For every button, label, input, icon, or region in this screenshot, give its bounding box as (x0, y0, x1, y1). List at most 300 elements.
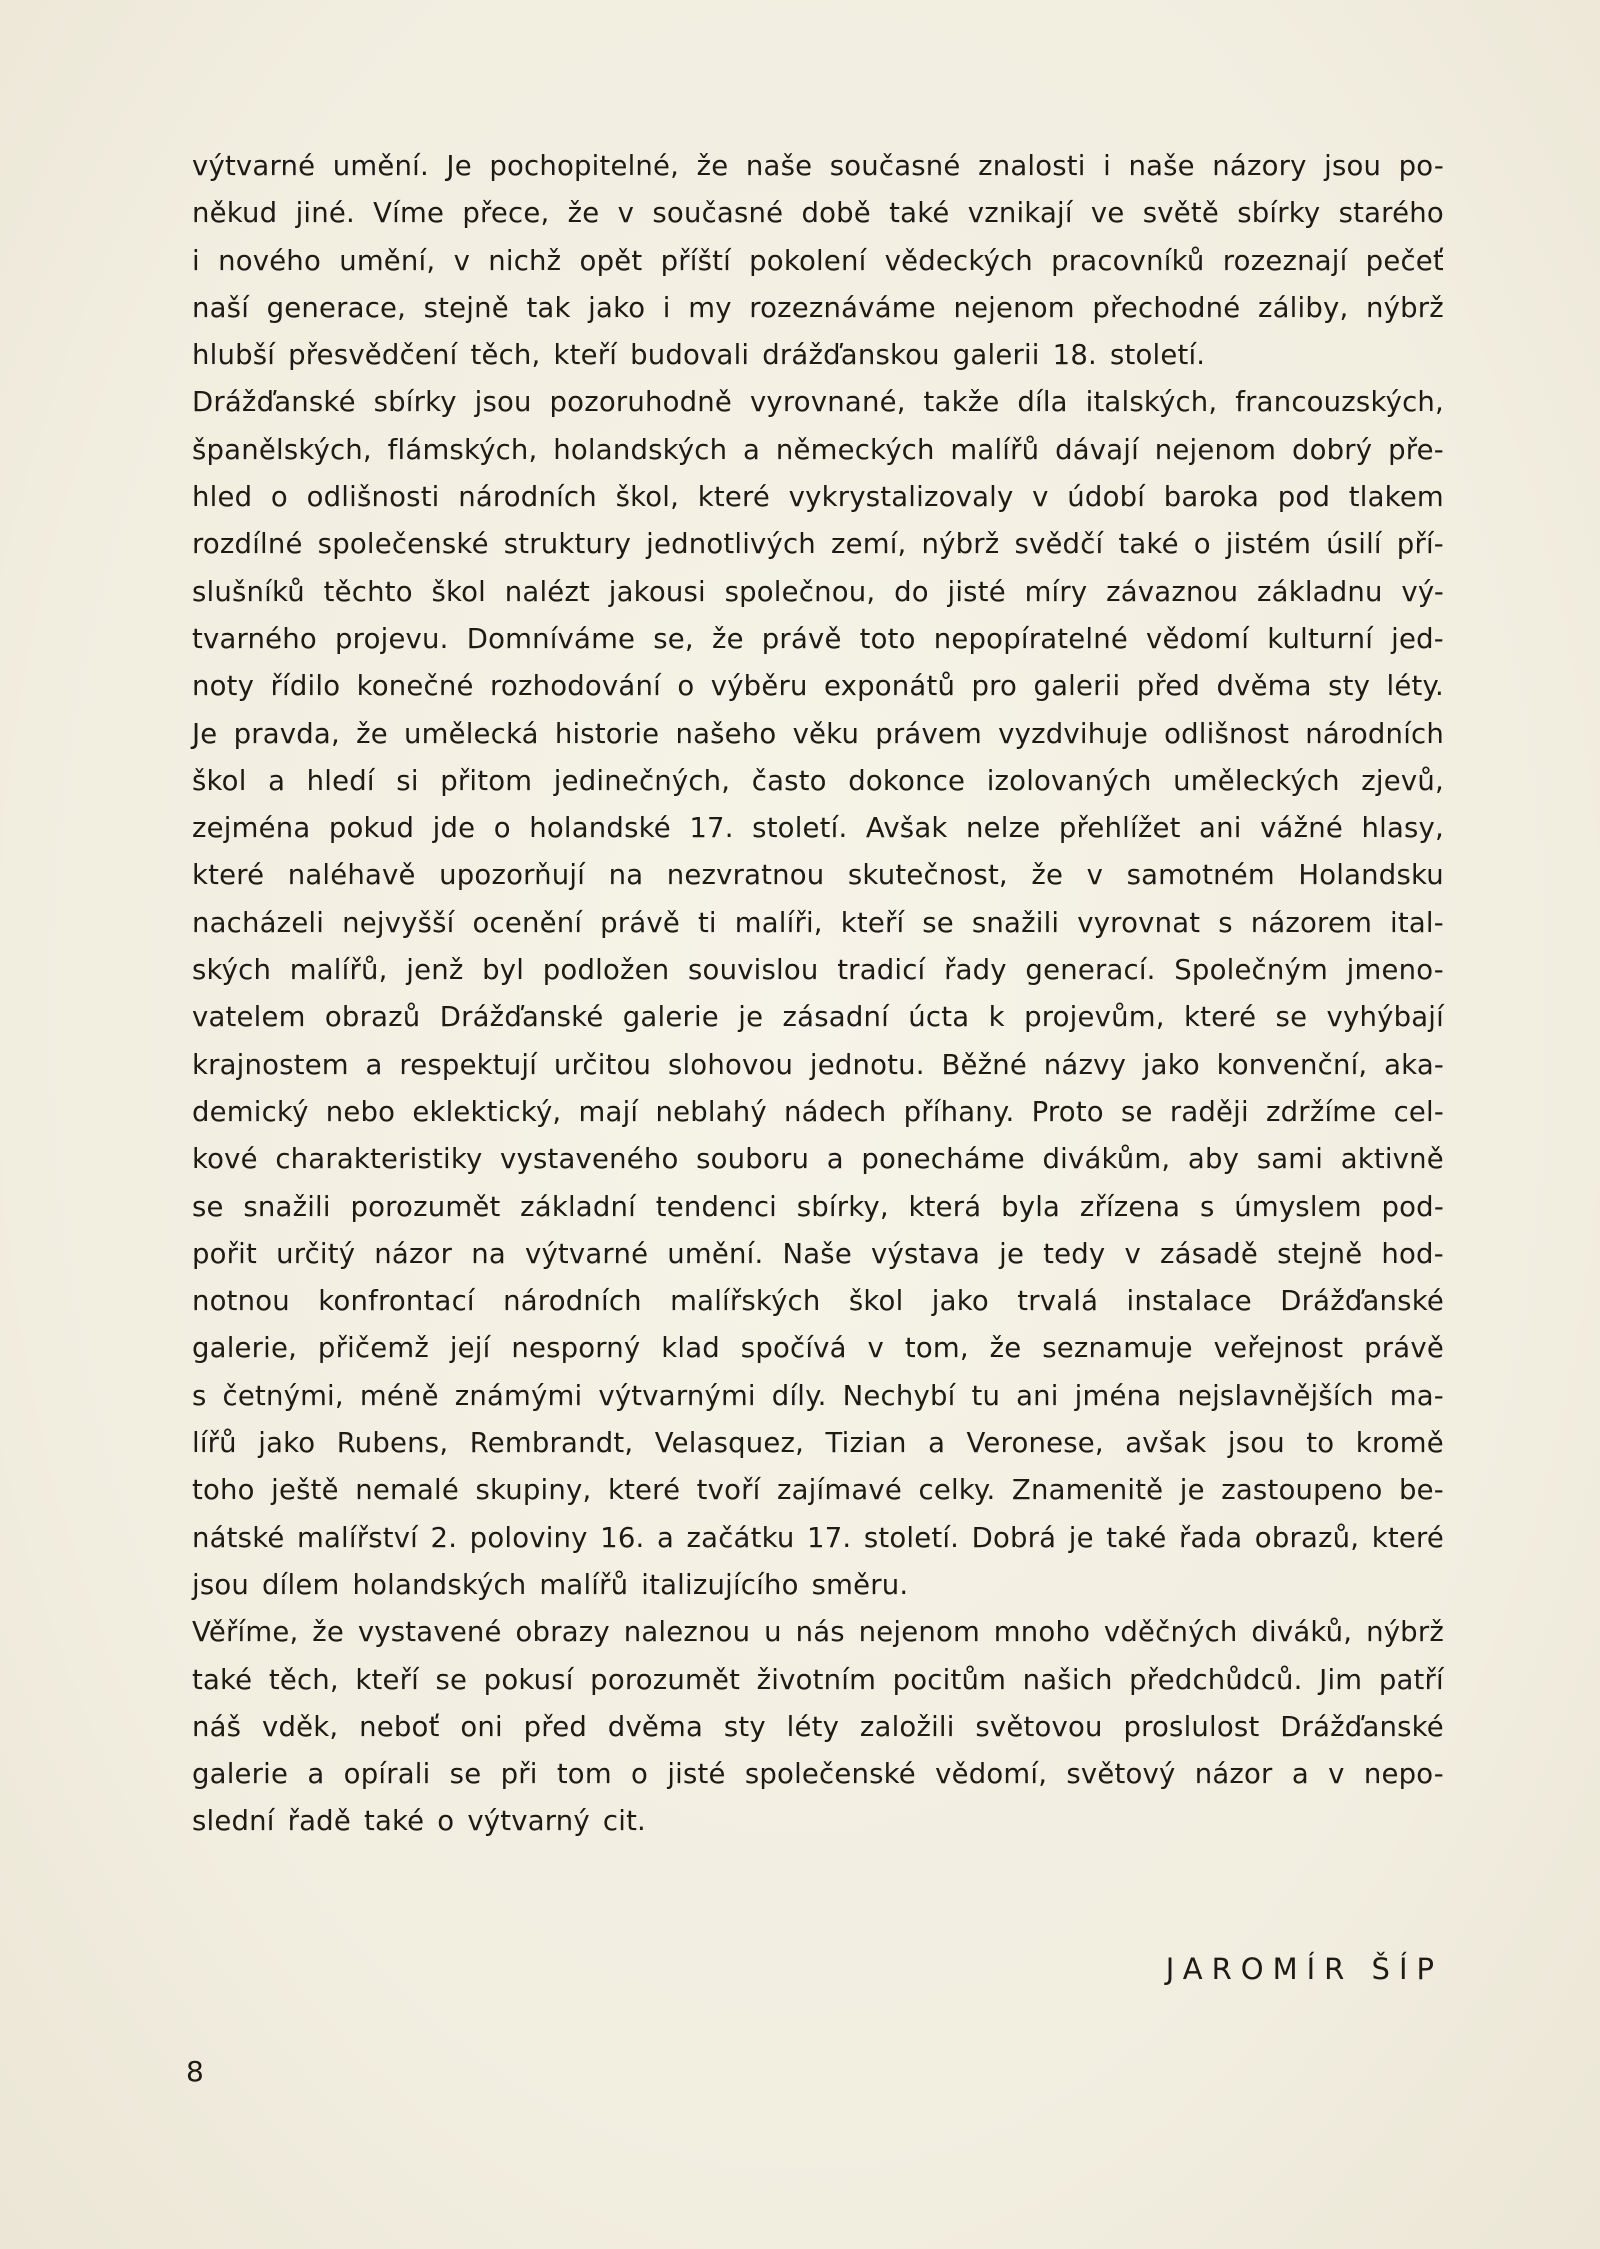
word: že (1031, 859, 1064, 892)
word: zastoupeno (1221, 1474, 1383, 1507)
word: vyhýbají (1326, 1001, 1444, 1034)
word: že (696, 150, 729, 182)
word: kové (192, 1143, 258, 1176)
word: jedinečných, (553, 764, 731, 797)
word: umění. (667, 1237, 764, 1270)
word: aktivně (1340, 1143, 1444, 1176)
text-line (192, 1278, 1444, 1325)
word: její (449, 1332, 491, 1365)
word: nýbrž (921, 528, 1000, 561)
text-line (192, 474, 1444, 521)
word: příhany. (903, 1095, 1015, 1128)
word: zjevů, (1361, 764, 1444, 797)
word: ponecháme (861, 1143, 1025, 1176)
word: galerii (952, 339, 1040, 372)
word: spočívá (740, 1332, 847, 1365)
word: tradicí (837, 954, 926, 987)
word: pocitům (892, 1663, 1007, 1696)
word: řady (944, 954, 1007, 987)
word: četnými, (222, 1379, 344, 1412)
word: galerie (192, 1758, 289, 1791)
word: 17. (689, 812, 734, 845)
text-line (192, 1798, 1444, 1845)
word: v (867, 1332, 885, 1365)
word: jména (1074, 1379, 1162, 1412)
word: francouzských, (1235, 386, 1444, 419)
word: trvalá (1017, 1285, 1099, 1318)
word: hod- (1381, 1237, 1444, 1270)
word: které (697, 481, 770, 514)
word: jmeno- (1346, 954, 1444, 987)
word: právem (875, 717, 983, 750)
text-line (192, 1373, 1444, 1420)
word: Rubens, (336, 1427, 449, 1460)
word: s (192, 1379, 207, 1412)
word: se (1121, 1095, 1153, 1128)
word: noty (192, 670, 255, 703)
word: řídilo (270, 670, 341, 703)
word: na (608, 859, 644, 892)
word: toho (192, 1474, 255, 1507)
word: škol (192, 764, 247, 797)
word: byla (1001, 1190, 1061, 1223)
word: jiné. (295, 197, 355, 230)
word: nesporný (511, 1332, 641, 1365)
word: století. (1109, 339, 1206, 372)
word: a (1291, 1758, 1309, 1791)
word: nýbrž (1366, 1616, 1444, 1649)
word: se (922, 906, 954, 939)
word: také (889, 197, 950, 230)
word: hled (192, 481, 253, 514)
word: Jim (1319, 1663, 1363, 1696)
word: proslulost (1123, 1710, 1260, 1743)
word: cit. (602, 1805, 646, 1838)
word: vatelem (192, 1001, 306, 1034)
word: pří- (1396, 528, 1444, 561)
word: souboru (696, 1143, 810, 1176)
word: a (268, 764, 286, 797)
word: italských, (1085, 386, 1218, 419)
word: často (751, 764, 827, 797)
text-line (192, 379, 1444, 426)
word: tom (556, 1758, 612, 1791)
word: dvěma (607, 1710, 704, 1743)
word: malířství (296, 1521, 419, 1554)
word: obrazů, (1254, 1521, 1360, 1554)
word: patří (1378, 1663, 1444, 1696)
word: dílem (262, 1568, 340, 1601)
word: vyrovnat (1077, 906, 1201, 939)
word: tedy (1043, 1237, 1106, 1270)
body-text (192, 143, 1444, 1846)
word: vědeckých (884, 244, 1033, 277)
word: zdržíme (1266, 1095, 1377, 1128)
word: malířů (539, 1568, 629, 1601)
word: základnu (1257, 575, 1383, 608)
word: struktury (503, 528, 632, 561)
word: kromě (1355, 1427, 1444, 1460)
word: tom, (904, 1332, 969, 1365)
word: zemí, (830, 528, 907, 561)
word: právě (761, 622, 842, 655)
word: údobí (1067, 481, 1146, 514)
word: a (928, 1427, 946, 1460)
word: Drážďanské (1280, 1285, 1444, 1318)
word: holandské (529, 812, 671, 845)
word: určitou (553, 1048, 652, 1081)
word: nepopíratelné (933, 622, 1128, 655)
word: přece, (462, 197, 550, 230)
word: umělecká (403, 717, 539, 750)
word: Víme (373, 197, 445, 230)
word: seznamuje (1042, 1332, 1193, 1365)
word: jsou (192, 1568, 250, 1601)
word: tak (526, 291, 571, 324)
word: s (1199, 1190, 1215, 1223)
word: holandských (553, 433, 728, 466)
word: přehlížet (1058, 812, 1181, 845)
word: národních (503, 1285, 642, 1318)
word: porozumět (590, 1663, 741, 1696)
word: 17. (807, 1521, 852, 1554)
word: skutečnost, (847, 859, 1008, 892)
word: jistém (1225, 528, 1312, 561)
word: galerie, (192, 1332, 298, 1365)
word: která (908, 1190, 982, 1223)
word: stejně (1277, 1237, 1363, 1270)
word: sty (723, 1710, 766, 1743)
word: založili (859, 1710, 955, 1743)
word: pře- (1388, 433, 1444, 466)
word: veřejnost (1213, 1332, 1344, 1365)
word: že (989, 1332, 1022, 1365)
word: hlubší (192, 339, 276, 372)
word: právě (1364, 1332, 1444, 1365)
word: sami (1256, 1143, 1324, 1176)
word: našeho (675, 717, 777, 750)
word: jako (258, 1427, 316, 1460)
word: přitom (440, 764, 533, 797)
word: při (500, 1758, 538, 1791)
word: a (656, 1521, 675, 1554)
word: cel- (1393, 1095, 1444, 1128)
word: mají (578, 1095, 639, 1128)
word: se (449, 1758, 482, 1791)
word: které (192, 859, 265, 892)
word: nýbrž (1366, 291, 1444, 324)
word: společenské (744, 1758, 916, 1791)
word: vědomí (1146, 622, 1250, 655)
word: pro (971, 670, 1018, 703)
word: opět (579, 244, 643, 277)
word: celky. (918, 1474, 996, 1507)
word: nejslavnějších (1177, 1379, 1374, 1412)
word: Společným (1174, 954, 1328, 987)
word: nepo- (1363, 1758, 1444, 1791)
word: snažili (971, 906, 1060, 939)
word: byl (482, 954, 525, 987)
word: věku (792, 717, 860, 750)
word: poloviny (469, 1521, 588, 1554)
word: pokud (328, 812, 415, 845)
word: známými (454, 1379, 583, 1412)
word: tvoří (696, 1474, 761, 1507)
word: nalézt (504, 575, 591, 608)
word: Dobrá (971, 1521, 1057, 1554)
word: škol, (615, 481, 680, 514)
word: století. (863, 1521, 960, 1554)
word: výběru (710, 670, 808, 703)
word: nejvyšší (342, 906, 455, 939)
word: vykrystalizovaly (788, 481, 1014, 514)
word: že (711, 622, 744, 655)
word: těchto (323, 575, 413, 608)
word: vyzdvihuje (998, 717, 1148, 750)
word: aby (1187, 1143, 1240, 1176)
text-line (192, 663, 1444, 710)
text-line (192, 521, 1444, 568)
word: mnoho (993, 1616, 1091, 1649)
text-line (192, 143, 1444, 190)
word: malířů, (289, 954, 388, 987)
text-line (192, 852, 1444, 899)
word: Avšak (865, 812, 948, 845)
word: jisté (947, 575, 1006, 608)
word: názor (374, 1237, 453, 1270)
word: pořit (192, 1237, 258, 1270)
word: znalosti (978, 150, 1086, 182)
word: galerii (1033, 670, 1121, 703)
word: k (988, 1001, 1005, 1034)
word: na (471, 1237, 506, 1270)
word: po- (1398, 150, 1444, 182)
word: španělských, (192, 433, 372, 466)
word: jednotu. (809, 1048, 925, 1081)
word: odlišnosti (306, 481, 440, 514)
word: kulturní (1267, 622, 1374, 655)
word: demický (192, 1095, 309, 1128)
word: galerie (622, 1001, 719, 1034)
word: přechodné (1092, 291, 1241, 324)
word: pravda, (233, 717, 340, 750)
word: Věříme, (192, 1616, 299, 1649)
word: názory (1212, 150, 1307, 182)
word: s (1218, 906, 1233, 939)
word: ve (1090, 197, 1125, 230)
word: hlasy, (1361, 812, 1444, 845)
word: výtvarné (192, 150, 316, 182)
word: vyrovnané, (749, 386, 906, 419)
text-line (192, 758, 1444, 805)
word: historie (554, 717, 660, 750)
author-signature: JAROMÍR ŠÍP (1165, 1952, 1443, 1986)
word: 18. (1052, 339, 1097, 372)
word: zřízena (1079, 1190, 1181, 1223)
word: flámských, (387, 433, 538, 466)
word: ských (192, 954, 272, 987)
word: o (631, 1758, 649, 1791)
word: o (437, 1805, 455, 1838)
word: rozeznají (1222, 244, 1348, 277)
word: současné (829, 150, 961, 182)
word: Proto (1031, 1095, 1104, 1128)
word: nemalé (355, 1474, 459, 1507)
word: míry (1024, 575, 1088, 608)
word: německých (775, 433, 935, 466)
word: rozeznáváme (749, 291, 936, 324)
text-line (192, 1089, 1444, 1136)
word: nichž (488, 244, 562, 277)
word: uměleckých (1173, 764, 1340, 797)
text-line (192, 285, 1444, 332)
word: budovali (630, 339, 750, 372)
word: baroka (1163, 481, 1260, 514)
word: v (1124, 1237, 1141, 1270)
word: Holandsku (1298, 859, 1444, 892)
word: méně (359, 1379, 439, 1412)
word: je (1068, 1521, 1094, 1554)
word: zásadní (782, 1001, 889, 1034)
word: slušníků (192, 575, 305, 608)
word: vážné (1260, 812, 1343, 845)
word: o (677, 670, 695, 703)
word: zásadě (1160, 1237, 1259, 1270)
word: také (363, 1805, 425, 1838)
word: oni (460, 1710, 503, 1743)
word: tendenci (655, 1190, 778, 1223)
word: umění. (332, 150, 429, 182)
word: vděčných (1103, 1616, 1238, 1649)
word: takže (923, 386, 1000, 419)
word: i (662, 291, 671, 324)
word: také (1118, 528, 1179, 561)
word: klad (661, 1332, 720, 1365)
word: naléhavě (287, 859, 416, 892)
word: tvarného (192, 622, 317, 655)
text-line (192, 1515, 1444, 1562)
word: jsou (474, 386, 532, 419)
word: nádech (784, 1095, 887, 1128)
word: nebo (325, 1095, 396, 1128)
word: přesvědčení (288, 339, 458, 372)
word: holandských (352, 1568, 527, 1601)
text-line (192, 1325, 1444, 1372)
word: ani (1199, 812, 1242, 845)
word: názorem (1250, 906, 1373, 939)
word: Nechybí (842, 1379, 956, 1412)
word: konečné (356, 670, 474, 703)
word: rozdílné (192, 528, 303, 561)
word: my (688, 291, 732, 324)
word: raději (1169, 1095, 1249, 1128)
text-line (192, 805, 1444, 852)
word: skupiny, (475, 1474, 592, 1507)
word: kteří (553, 339, 618, 372)
word: tlakem (1348, 481, 1444, 514)
word: národních (458, 481, 597, 514)
word: jsou (1227, 1427, 1285, 1460)
word: určitý (276, 1237, 356, 1270)
word: zejména (192, 812, 311, 845)
word: Znamenitě (1011, 1474, 1164, 1507)
word: přičemž (317, 1332, 429, 1365)
word: hledí (306, 764, 375, 797)
word: umění, (339, 244, 436, 277)
word: Tizian (825, 1427, 907, 1460)
word: podložen (542, 954, 670, 987)
text-line (192, 1751, 1444, 1798)
word: je (999, 1237, 1025, 1270)
word: léty. (1386, 670, 1444, 703)
text-line (192, 1562, 1444, 1609)
word: národních (1305, 717, 1444, 750)
word: upozorňují (439, 859, 586, 892)
word: 2. (430, 1521, 458, 1554)
text-line (192, 427, 1444, 474)
word: výtvarné (524, 1237, 649, 1270)
word: konfrontací (318, 1285, 475, 1318)
word: jed- (1391, 622, 1444, 655)
word: řada (1179, 1521, 1243, 1554)
word: jde (432, 812, 476, 845)
word: jednotlivých (646, 528, 816, 561)
word: je (1179, 1474, 1205, 1507)
word: Velasquez, (654, 1427, 805, 1460)
word: názvy (1043, 1048, 1127, 1081)
word: do (894, 575, 929, 608)
word: Domníváme (466, 622, 636, 655)
text-line (192, 1467, 1444, 1514)
word: právě (600, 906, 680, 939)
word: které (607, 1474, 681, 1507)
word: italizujícího (641, 1568, 799, 1601)
word: neboť (359, 1710, 440, 1743)
word: malířů (950, 433, 1040, 466)
text-line (192, 616, 1444, 663)
word: i (192, 244, 200, 277)
word: tu (971, 1379, 1001, 1412)
word: dávají (1055, 433, 1139, 466)
word: vděk, (262, 1710, 339, 1743)
word: životním (756, 1663, 877, 1696)
word: vznikají (967, 197, 1073, 230)
word: také (1106, 1521, 1167, 1554)
word: ještě (271, 1474, 339, 1507)
word: si (396, 764, 419, 797)
word: starého (1338, 197, 1444, 230)
word: o (493, 812, 511, 845)
text-line (192, 1184, 1444, 1231)
word: těch, (470, 339, 541, 372)
word: pochopitelné, (489, 150, 680, 182)
word: úsilí (1326, 528, 1382, 561)
word: Běžné (941, 1048, 1028, 1081)
word: notnou (192, 1285, 290, 1318)
word: v (1032, 481, 1049, 514)
word: a (826, 1143, 844, 1176)
word: současné (652, 197, 784, 230)
word: sbírky, (796, 1190, 889, 1223)
word: diváků, (1251, 1616, 1353, 1649)
word: základní (520, 1190, 636, 1223)
word: avšak (1125, 1427, 1207, 1460)
word: které (1371, 1521, 1444, 1554)
word: u (764, 1616, 782, 1649)
word: pečeť (1365, 244, 1444, 277)
word: že (567, 197, 600, 230)
word: obrazy (515, 1616, 610, 1649)
